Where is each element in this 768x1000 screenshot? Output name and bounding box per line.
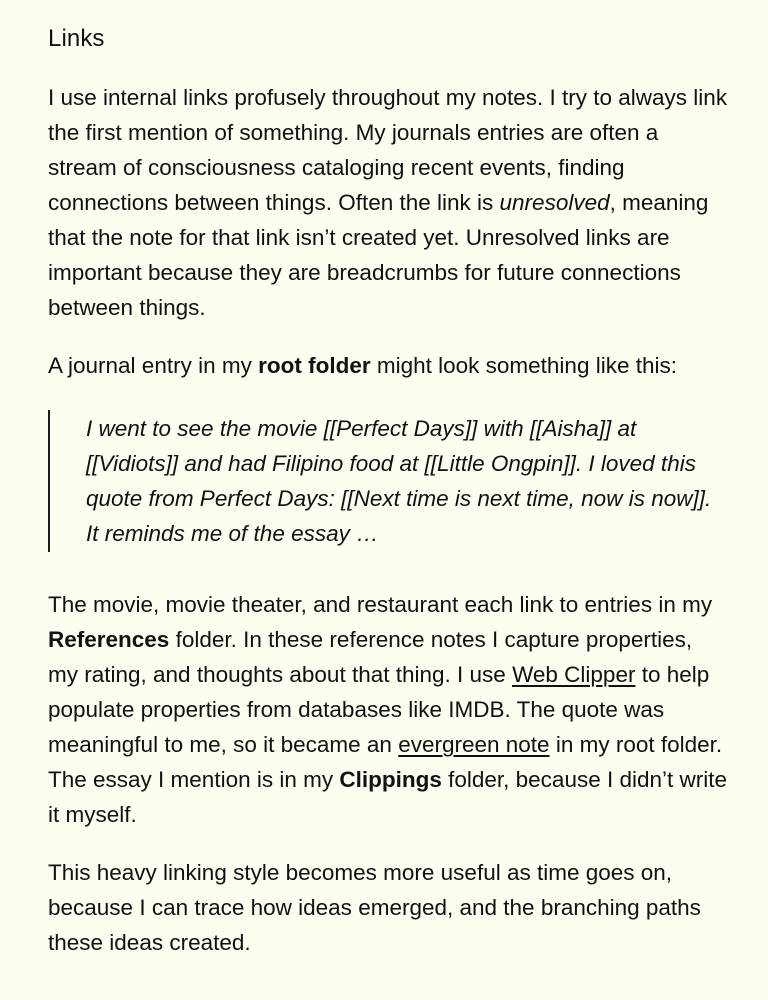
journal-text-1: A journal entry in my xyxy=(48,353,259,378)
closing-paragraph: This heavy linking style becomes more useful as time goes on, because I can trace how ideas emerged, and the branching paths these ideas created. xyxy=(48,860,701,955)
blockquote-text: I went to see the movie [[Perfect Days]] with [[Aisha]] at [[Vidiots]] and had Filipino food at [[Little Ongpin]]. I loved this quote from Perfect Days: [[Next time is next time, now is now]]. It reminds me of the essay … xyxy=(86,416,712,546)
intro-paragraph xyxy=(48,80,728,325)
intro-emphasis: unresolved xyxy=(499,190,610,215)
intro-text-2: , meaning that the note for that link isn’t created yet. Unresolved links are important because they are breadcrumbs for future connections between things. xyxy=(48,190,709,320)
intro-text-1: I use internal links profusely throughout my notes. I try to always link the first mention of something. My journals entries are often a stream of consciousness cataloging recent events, finding connections between things. Often the link is xyxy=(48,85,728,215)
journal-text-2: might look something like this: xyxy=(370,353,677,378)
references-text-5: folder, because I didn’t write it myself. xyxy=(48,767,728,827)
clippings-bold: Clippings xyxy=(339,767,442,792)
example-blockquote xyxy=(48,410,717,552)
references-text-4: in my root folder. The essay I mention is in my xyxy=(48,732,723,792)
references-paragraph xyxy=(48,587,728,832)
root-folder-bold: root folder xyxy=(258,353,371,378)
references-text-2: folder. In these reference notes I capture properties, my rating, and thoughts about that thing. I use xyxy=(48,627,693,687)
web-clipper-link[interactable]: Web Clipper xyxy=(512,662,636,687)
article-body xyxy=(0,24,768,1000)
references-bold: References xyxy=(48,627,170,652)
references-text-3: to help populate properties from databases like IMDB. The quote was meaningful to me, so it became an xyxy=(48,662,710,757)
section-heading: Links xyxy=(48,25,105,52)
evergreen-note-link[interactable]: evergreen note xyxy=(398,732,550,757)
references-text-1: The movie, movie theater, and restaurant each link to entries in my xyxy=(48,592,713,617)
journal-entry-paragraph xyxy=(48,348,728,383)
